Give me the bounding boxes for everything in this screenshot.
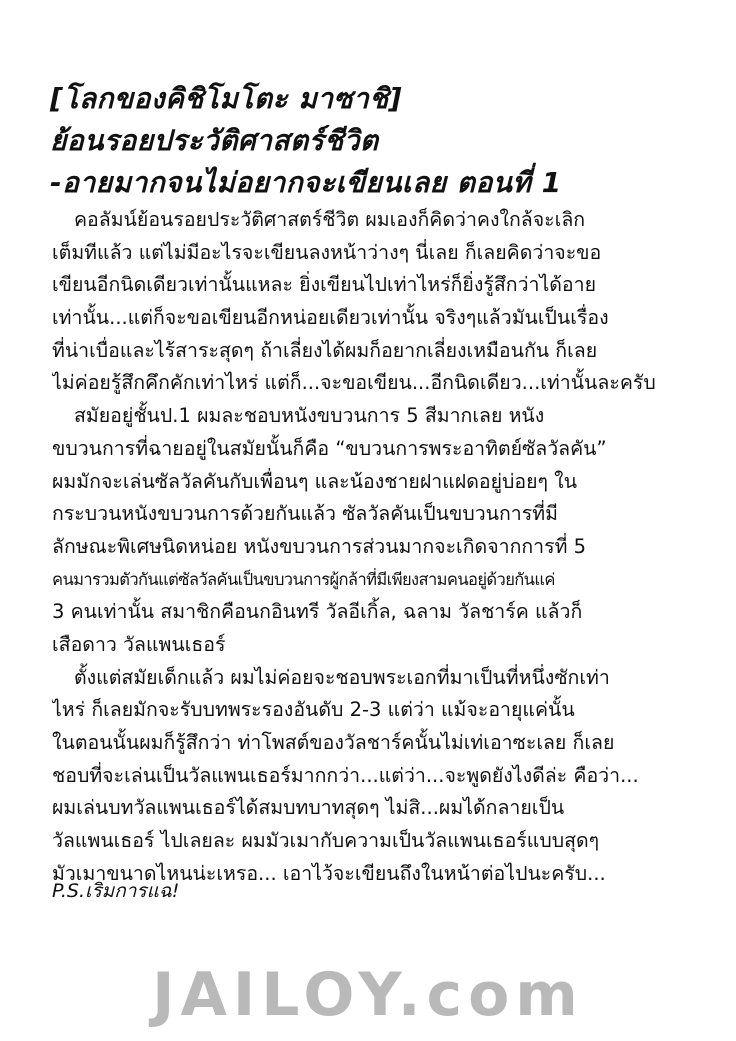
body-line: ไม่ค่อยรู้สึกคึกคักเท่าไหร่ แต่ก็...จะขอเขียน...อีกนิดเดียว...เท่านั้นละครับ — [52, 371, 656, 395]
body-line: คอลัมน์ย้อนรอยประวัติศาสตร์ชีวิต ผมเองก็คิดว่าคงใกล้จะเลิก — [74, 208, 586, 231]
body-line: ลักษณะพิเศษนิดหน่อย หนังขบวนการส่วนมากจะเกิดจากการที่ 5 — [52, 534, 587, 558]
body-line: เสือดาว วัลแพนเธอร์ — [52, 632, 226, 656]
body-line: ชอบที่จะเล่นเป็นวัลแพนเธอร์มากกว่า...แต่ว่า...จะพูดยังไงดีล่ะ คือว่า... — [52, 763, 639, 787]
column-subtitle: ย้อนรอยประวัติศาสตร์ชีวิต — [50, 124, 379, 157]
body-line: เขียนอีกนิดเดียวเท่านั้นแหละ ยิ่งเขียนไปเท่าไหร่ก็ยิ่งรู้สึกว่าได้อาย — [52, 273, 597, 297]
body-line: มัวเมาขนาดไหนน่ะเหรอ... เอาไว้จะเขียนถึงในหน้าต่อไปนะครับ... — [52, 861, 606, 885]
body-line: กระบวนหนังขบวนการด้วยกันแล้ว ซัลวัลคันเป็นขบวนการที่มี — [52, 502, 558, 526]
postscript: P.S.เริ่มการแฉ! — [52, 880, 180, 902]
body-line: ไหร่ ก็เลยมักจะรับบทพระรองอันดับ 2-3 แต่ว่า แม้จะอายุแค่นั้น — [52, 698, 575, 722]
episode-title: -อายมากจนไม่อยากจะเขียนเลย ตอนที่ 1 — [50, 166, 562, 199]
site-watermark: JAILOY.com — [152, 960, 584, 1030]
body-line: วัลแพนเธอร์ ไปเลยละ ผมมัวเมากับความเป็นวัลแพนเธอร์แบบสุดๆ — [52, 829, 600, 853]
body-line: ในตอนนั้นผมก็รู้สึกว่า ท่าโพสต์ของวัลชาร์คนั้นไม่เท่เอาซะเลย ก็เลย — [52, 731, 615, 754]
article-body — [52, 204, 698, 890]
body-line: ผมมักจะเล่นซัลวัลคันกับเพื่อนๆ และน้องชายฝาแฝดอยู่บ่อยๆ ใน — [52, 469, 578, 493]
body-line: ผมเล่นบทวัลแพนเธอร์ได้สมบทบาทสุดๆ ไม่สิ...ผมได้กลายเป็น — [52, 796, 565, 820]
body-line: ที่น่าเบื่อและไร้สาระสุดๆ ถ้าเลี่ยงได้ผมก็อยากเลี่ยงเหมือนกัน ก็เลย — [52, 338, 598, 362]
body-line: สมัยอยู่ชั้นป.1 ผมละชอบหนังขบวนการ 5 สีมากเลย หนัง — [74, 404, 545, 428]
body-line-overprinted: คนมารวมตัวกันแต่ซัลวัลคันเป็นขบวนการผู้กล้าที่มีเพียงสามคนอยู่ด้วยกันแค่ — [52, 569, 555, 589]
body-line: เท่านั้น...แต่ก็จะขอเขียนอีกหน่อยเดียวเท่านั้น จริงๆแล้วมันเป็นเรื่อง — [52, 306, 609, 330]
article-header — [50, 78, 690, 204]
body-line: เต็มทีแล้ว แต่ไม่มีอะไรจะเขียนลงหน้าว่างๆ นี่เลย ก็เลยคิดว่าจะขอ — [52, 240, 602, 264]
body-line: ขบวนการที่ฉายอยู่ในสมัยนั้นก็คือ “ขบวนการพระอาทิตย์ซัลวัลคัน” — [52, 436, 607, 460]
body-line: ตั้งแต่สมัยเด็กแล้ว ผมไม่ค่อยจะชอบพระเอกที่มาเป็นที่หนึ่งซักเท่า — [74, 665, 610, 689]
body-line: 3 คนเท่านั้น สมาชิกคือนกอินทรี วัลอีเกิ้ล, ฉลาม วัลชาร์ค แล้วก็ — [52, 600, 583, 624]
column-title: [โลกของคิชิโมโตะ มาซาชิ] — [50, 82, 403, 115]
